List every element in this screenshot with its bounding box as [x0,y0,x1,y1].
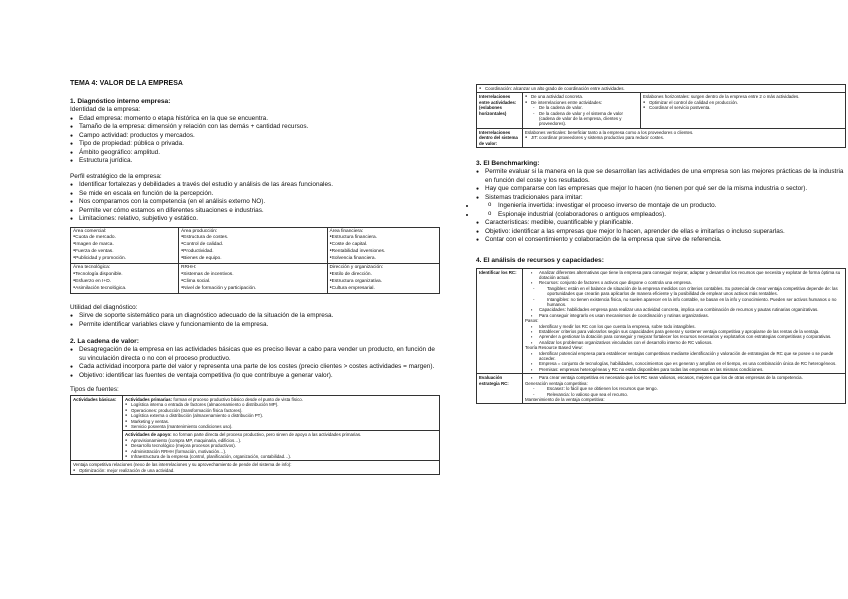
list-item: ● Tipo de propiedad: pública o privada. [70,140,440,149]
identity-intro: Identidad de la empresa: [70,106,141,113]
identify-rc-content [523,268,846,374]
list-item: ● Permite identificar variables clave y funcionamiento de la empresa. [70,321,440,330]
utility-list [70,312,440,329]
functional-areas-table [70,227,440,294]
list-item: ● Estructura jurídica. [70,157,440,166]
support-activities-cell: Actividades de apoyo: no forman parte directa del proceso productivo, pero sirven de apoyo a las actividades primarias. ● Aprovisionamiento (compra MP, maquinaria, edificios…). ● Desarrollo tecnológico (mejora procesos productivos). ● Administración RRHH (formación, motivación…). ● Infraestructura de la empresa (control, planificación, organización, contabilidad…). [123,431,440,461]
section-1-heading: 1. Diagnóstico interno empresa: [70,98,171,105]
list-item: ▪ Establecer criterios para valorarlos según sus capacidades para generar y sostener ventaja competitiva y apropiarse de las rentas de la ventaja. [525,329,843,334]
document-title: TEMA 4: VALOR DE LA EMPRESA [70,80,183,87]
list-item: ▪ Empresa = conjunto de tecnologías, habilidades, conocimientos que es generan y amplían en el tiempo, es una combinación única de RC heterogéneos. [525,361,843,366]
list-item: ▪ Para conseguir integrarlo es usan mecanismos de coordinación y rutinas organizativas. [525,313,843,318]
list-item: ● Hay que compararse con las empresas que mejor lo hacen (no tienen por qué ser de la misma industria o sector). [476,185,846,194]
right-page [476,84,846,404]
coordination-row: ● Coordinación: alcanzar un alto grado de coordinación entre actividades. [477,85,846,93]
list-item: ● Objetivo: identificar a las empresas que mejor lo hacen, aprender de ellas e imitarlas o incluso superarlas. [476,228,846,237]
interrelations-label: Interrelaciones entre actividades: (eslabones horizontales) [477,93,523,128]
vertical-links: Eslabones verticales: beneficiar tanto a la empresa como a los proveedores o clientes. ● JIT: coordinar proveedores y sistema productivo para reducir costes. [523,128,846,147]
horizontal-links: Eslabones horizontales: surgen dentro de la empresa entre 2 o más actividades. ● Optimizar el control de calidad en producción. ● Coordinar el servicio postventa. [641,93,846,128]
list-item: ● Objetivo: identificar las fuentes de ventaja competitiva (lo que contribuye a generar valor). [70,372,440,381]
list-item: ● Contar con el consentimiento y colaboración de la empresa que sirve de referencia. [476,236,846,245]
list-item: ▪ Para crear ventaja competitiva es necesario que los RC sean valiosos, escasos, mejores que los de otras empresas de la competencia. [525,375,843,380]
list-item: o • Espionaje industrial (colaboradores o antiguos empleados). [476,211,846,220]
area-cell: Dirección y organización: ● Estilo de dirección. ● Estructura organizativa. ● Cultura empresarial. [327,264,439,294]
list-item: ▪ Aprender a gestionar la dotación para conseguir y mejorar fortalecer los recursos necesarios y explotarlos con estrategias competitivas y corporativas. [525,334,843,339]
interrelations-types: ● De una actividad concreta. ● De interrelaciones entre actividades: - De la cadena de valor. - De la cadena de valor y el sistema de valor (cadena de valor de la empresa, clientes y proveedores). [523,93,641,128]
list-item: ● Sirve de soporte sistemático para un diagnóstico adecuado de la situación de la empresa. [70,312,440,321]
area-cell: Área comercial: ● Cuota de mercado. ● Imagen de marca. ● Fuerza de ventas. ● Publicidad y promoción. [71,227,179,264]
list-item: ▪ Identificar potencial empresa para establecer ventajas competitivas mediante identificación y valoración de estrategias de RC que se posee o se puede acceder. [525,351,843,362]
list-item: ● Nos comparamos con la competencia (en el análisis externo NO). [70,198,440,207]
basic-activities-label: Actividades básicas: [71,395,123,460]
list-item: ● Tamaño de la empresa: dimensión y relación con las demás + cantidad recursos. [70,123,440,132]
area-cell: Área producción: ● Estructura de costes. ● Control de calidad. ● Productividad. ● Bienes de equipo. [179,227,328,264]
competitive-relations-cell: Ventaja competitiva relaciones (nexo de las interrelaciones y su aprovechamiento de pende del sistema de info): ● Optimización: mejor realización de una actividad. [71,461,440,475]
list-item: ▪ Analizar los problemas organizativos vinculados con el desarrollo interno de RC valiosos. [525,340,843,345]
list-item: Generación ventaja competitiva: [525,380,588,386]
list-item: ● Cada actividad incorpora parte del valor y representa una parte de los costes (precio clientes > costes actividades = margen). [70,363,440,372]
list-item: o • Ingeniería invertida: investigar el proceso inverso de montaje de un producto. [476,202,846,211]
list-item: ● Identificar fortalezas y debilidades a través del estudio y análisis de las áreas funcionales. [70,181,440,190]
list-item: ● Campo actividad: productos y mercados. [70,132,440,141]
list-item: Mantenimiento de la ventaja competitiva: [525,396,605,402]
list-item: Teoría Resource Based View: [525,345,583,351]
left-page [70,80,440,475]
resources-table [476,268,846,405]
list-item: ● Limitaciones: relativo, subjetivo y estático. [70,215,440,224]
list-item: - Intangibles: no tienen existencia física, no suelen aparecer en la info contable, se basan en la info y conocimiento. Pueden ser activos humanos o no humanos. [525,297,843,308]
list-item: - Relevancia: lo valioso que sea el recurso. [525,392,843,397]
imitation-systems-list [476,202,846,219]
benchmarking-list [476,168,846,202]
list-item: ● Desagregación de la empresa en las actividades básicas que es preciso llevar a cabo para vender un producto, en función de su vinculación directa o no con el proceso productivo. [70,346,440,363]
section-2-heading: 2. La cadena de valor: [70,338,139,346]
section-3-heading: 3. El Benchmarking: [476,160,540,168]
section-4-heading: 4. El análisis de recursos y capacidades: [476,256,604,264]
identify-rc-label: Identificar los RC: [477,268,523,374]
list-item: ● Se mide en escala en función de la percepción. [70,190,440,199]
profile-list [70,181,440,224]
area-cell: Área financiera: ● Estructura financiera. ● Coste de capital. ● Rentabilidad inversiones. ● Solvencia financiera. [327,227,439,264]
sources-intro: Tipos de fuentes: [70,386,119,394]
primary-activities-cell: Actividades primarias: forman el proceso productivo básico desde el punto de vista físico. ● Logística interna o entrada de factores (almacenamiento o distribución MP). ● Operaciones: producción (transformación física factores). ● Logística externa o distribución (almacenamiento o distribución PT). ● Marketing y ventas. ● Servicio posventa (mantenimiento condiciones uso). [123,395,440,430]
area-cell: RRHH: ● Sistemas de incentivos. ● Clima social. ● Nivel de formación y participación. [179,264,328,294]
list-item: ● Características: medible, cuantificable y planificable. [476,219,846,228]
profile-intro: Perfil estratégico de la empresa: [70,172,162,180]
identity-list [70,115,440,166]
list-item: ▪ Identificar y medir los RC con los que cuenta la empresa, sobre todo intangibles. [525,324,843,329]
evaluate-rc-content [523,374,846,404]
list-item: ● Edad empresa: momento o etapa histórica en la que se encuentra. [70,115,440,124]
interrelations-table [476,84,846,148]
area-cell: Área tecnológica: ● Tecnología disponible. ● Esfuerzo en I+D. ● Asimilación tecnológica. [71,264,179,294]
sources-table [70,395,440,475]
list-item: ● Sistemas tradicionales para imitar: [476,194,846,203]
list-item: ▪ Analizar diferentes alternativas que tiene la empresa para conseguir mejorar, adaptar y desarrollar los recursos que necesita y explotar de forma óptima su dotación actual. [525,270,843,281]
list-item: ▪ Capacidades: habilidades empresa para realizar una actividad concreta, implica una combinación de recursos y pautas rutinarias organizativas. [525,307,843,312]
list-item: - Escasez: lo fácil que se obtienen los recursos que tengo. [525,386,843,391]
benchmarking-list-2 [476,219,846,245]
value-chain-list [70,346,440,380]
list-item: ▪ Recursos: conjunto de factores o activos que dispone o controla una empresa. [525,280,843,285]
list-item: ● Ámbito geográfico: amplitud. [70,149,440,158]
list-item: ▪ Premisas: empresas heterogéneas y RC no están disponibles para todas las empresas en las mismas condiciones. [525,367,843,372]
list-item: ● Permite ver cómo estamos en diferentes situaciones e industrias. [70,207,440,216]
list-item: - Tangibles: están en el balance de situación de la empresa medidos con criterios contables. Su potencial de crear ventaja competitiva depende de: las oportunidades que crearán para aplicarlos de manera eficiente y la posibilidad de emplear unos activos más rentables. [525,286,843,297]
utility-intro: Utilidad del diagnóstico: [70,303,138,311]
value-system-label: Interrelaciones dentro del sistema de valor: [477,128,523,147]
evaluate-rc-label: Evaluación estrategia RC: [477,374,523,404]
list-item: Pasos: [525,318,539,324]
list-item: ● Permite evaluar si la manera en la que se desarrollan las actividades de una empresa son las mejores prácticas de la industria en función del coste y los resultados. [476,168,846,185]
